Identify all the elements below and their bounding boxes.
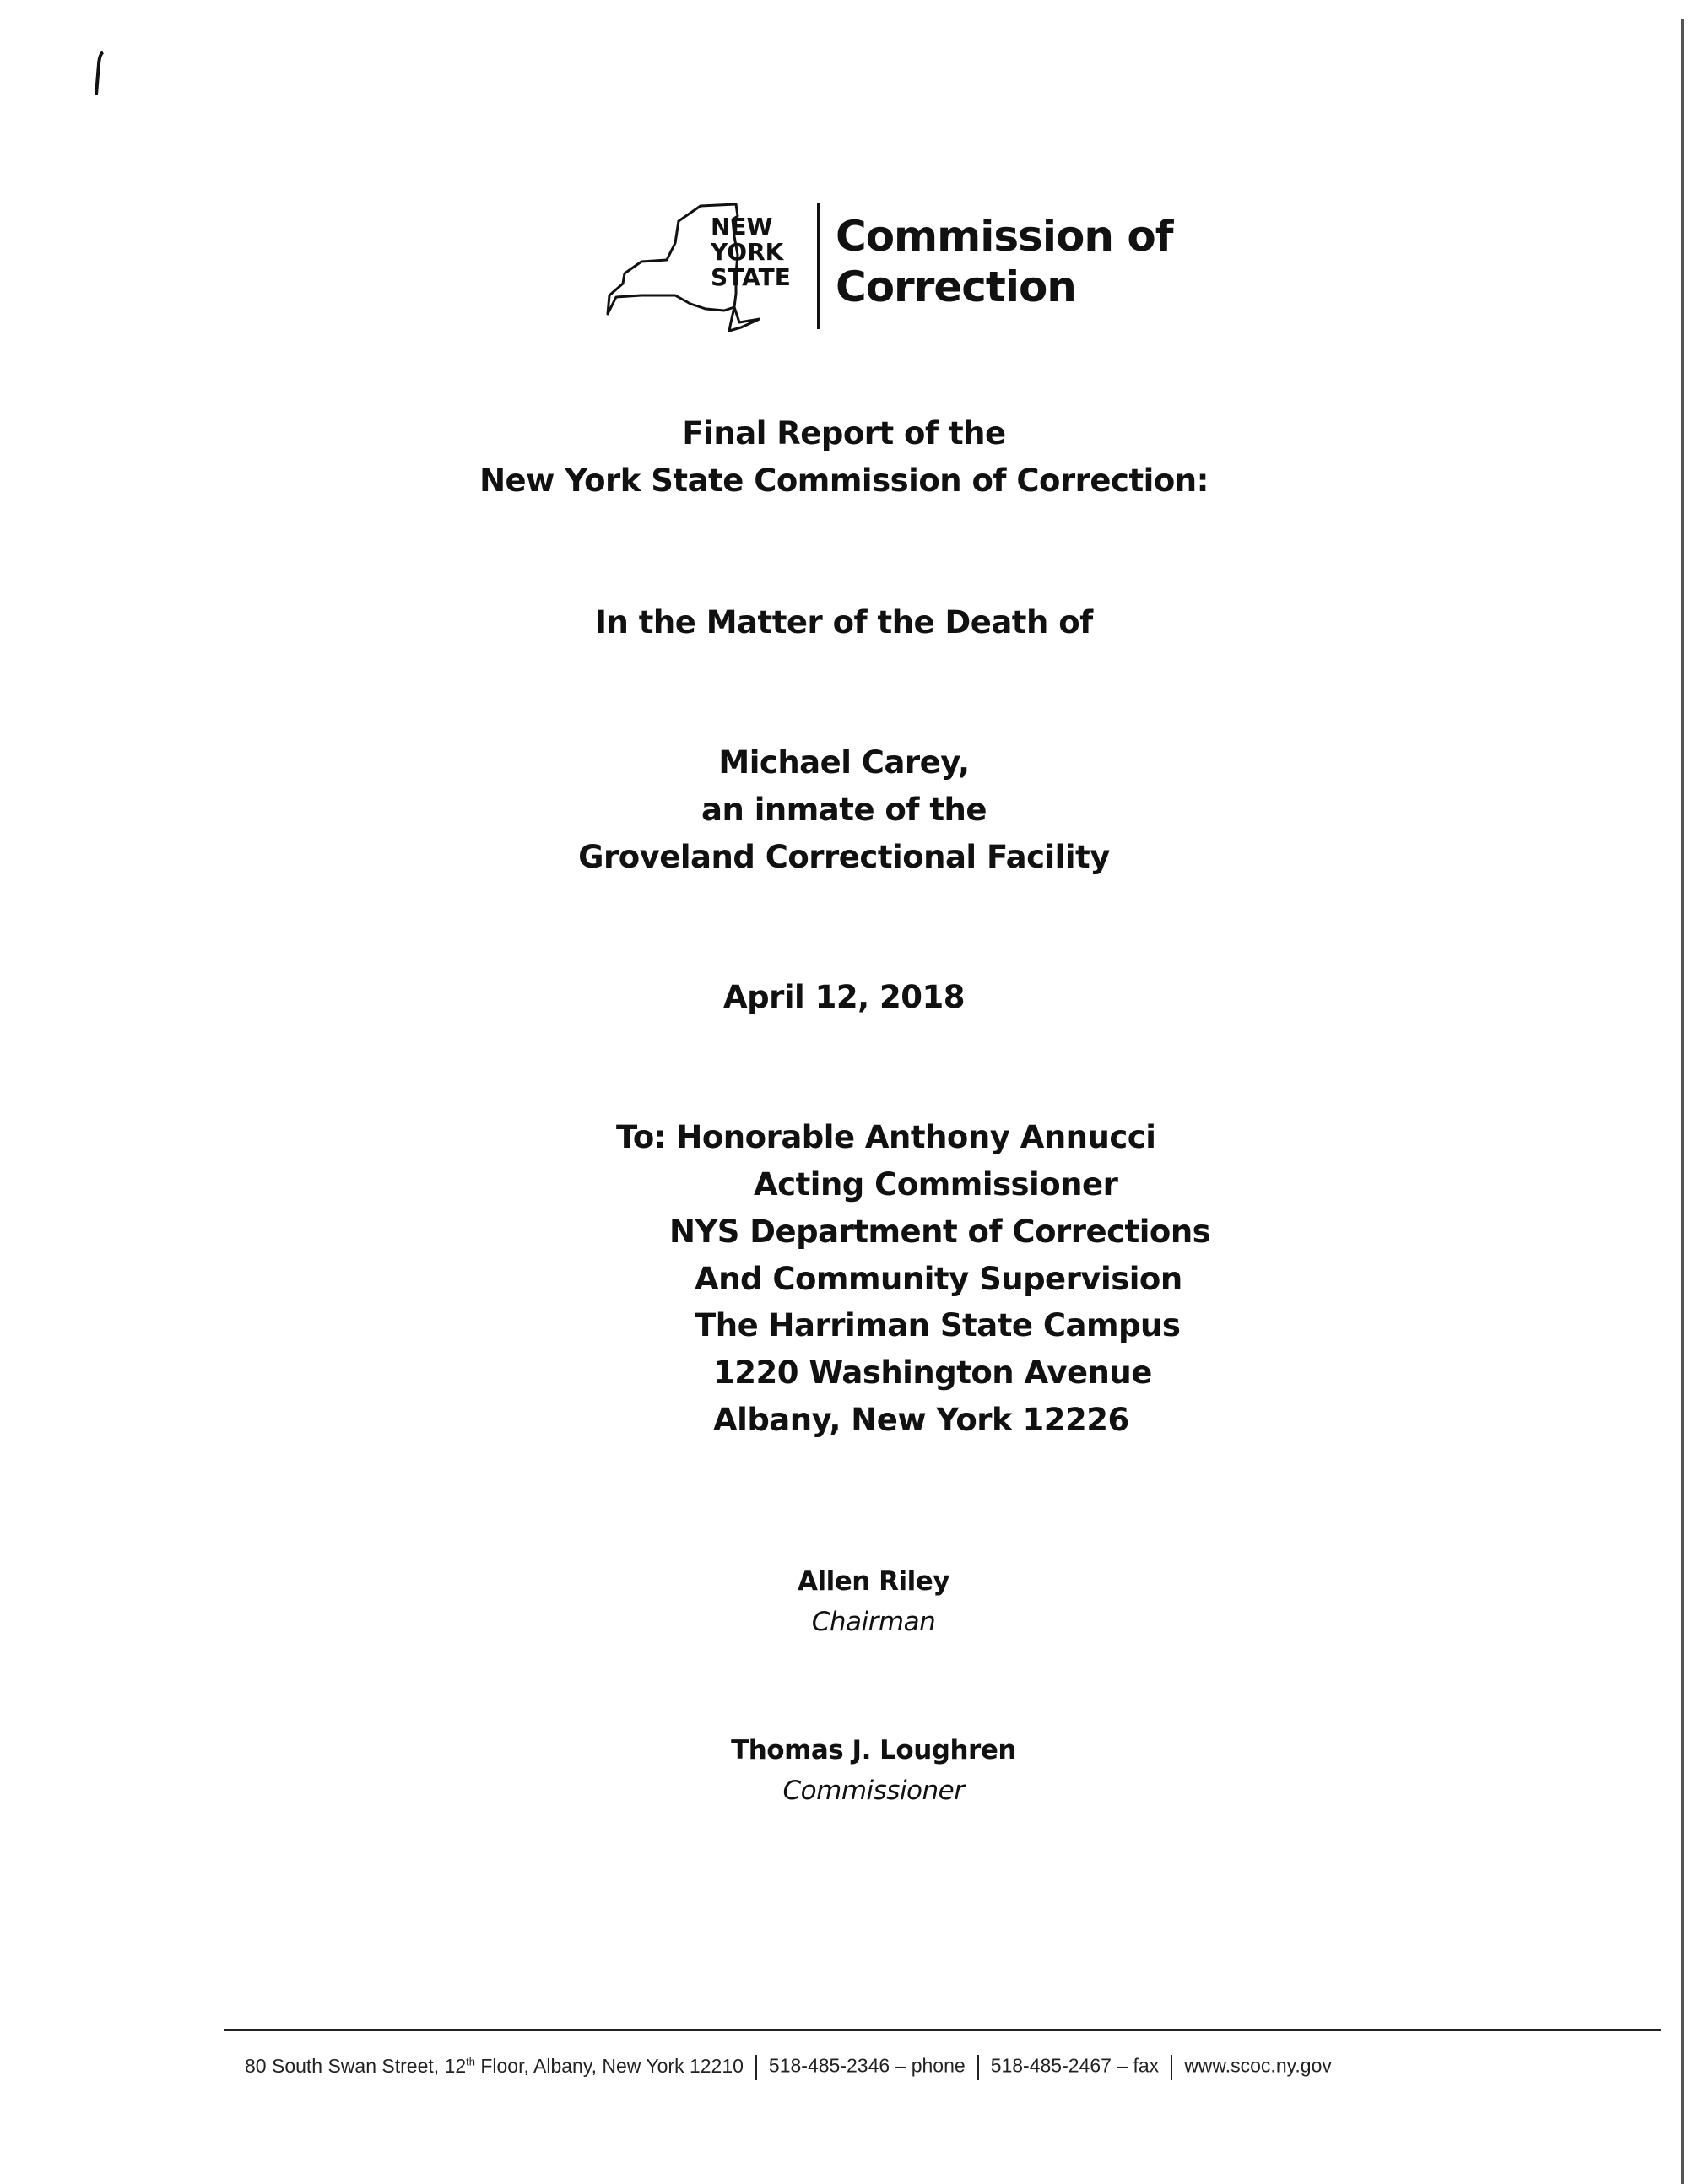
recipient-line2: Acting Commissioner xyxy=(754,1166,1118,1203)
footer-separator xyxy=(755,2055,757,2080)
report-date xyxy=(0,974,1688,1021)
recipient-line5: The Harriman State Campus xyxy=(695,1307,1181,1343)
recipient-line7: Albany, New York 12226 xyxy=(713,1402,1129,1438)
footer-address: 80 South Swan Street, 12th Floor, Albany, New York 12210 xyxy=(245,2054,744,2077)
wordmark-state: STATE xyxy=(711,263,791,291)
signatory-role: Chairman xyxy=(811,1607,936,1637)
footer-separator xyxy=(977,2055,979,2080)
report-title-line1: Final Report of the xyxy=(682,415,1006,451)
footer-phone: 518-485-2346 – phone xyxy=(768,2054,966,2077)
wordmark-new: NEW xyxy=(711,213,773,241)
recipient-line4: And Community Supervision xyxy=(695,1261,1182,1297)
recipient-line1: To: Honorable Anthony Annucci xyxy=(616,1119,1156,1155)
signatory-chairman xyxy=(30,1561,1688,1642)
pen-mark-icon xyxy=(91,47,106,98)
recipient-line6: 1220 Washington Avenue xyxy=(713,1354,1152,1391)
logo-divider xyxy=(817,203,820,329)
subject-facility: Groveland Correctional Facility xyxy=(578,839,1110,875)
new-york-state-wordmark xyxy=(711,214,791,290)
matter-text: In the Matter of the Death of xyxy=(595,604,1093,641)
footer-website-link[interactable]: www.scoc.ny.gov xyxy=(1184,2054,1332,2077)
signatory-name: Allen Riley xyxy=(798,1566,950,1597)
signatory-name: Thomas J. Loughren xyxy=(731,1735,1016,1765)
footer-separator xyxy=(1171,2055,1172,2080)
footer-fax: 518-485-2467 – fax xyxy=(990,2054,1160,2077)
subject-line2: an inmate of the xyxy=(701,792,987,828)
report-title xyxy=(0,410,1688,505)
recipient-line3: NYS Department of Corrections xyxy=(669,1214,1211,1250)
signatory-commissioner xyxy=(30,1730,1688,1811)
matter-heading xyxy=(0,599,1688,646)
agency-name-line2: Correction xyxy=(836,262,1076,311)
subject-name: Michael Carey, xyxy=(718,744,970,781)
date-text: April 12, 2018 xyxy=(722,979,966,1015)
scan-edge-line xyxy=(1681,19,1684,2184)
agency-name-line1: Commission of xyxy=(836,212,1173,261)
wordmark-york: YORK xyxy=(711,238,784,266)
report-title-line2: New York State Commission of Correction: xyxy=(479,462,1209,499)
nys-commission-logo xyxy=(591,196,1182,331)
signatory-role: Commissioner xyxy=(782,1776,965,1806)
subject-block xyxy=(0,739,1688,881)
footer-divider xyxy=(224,2029,1661,2031)
agency-name xyxy=(836,211,1173,312)
footer-contact xyxy=(245,2049,1332,2080)
